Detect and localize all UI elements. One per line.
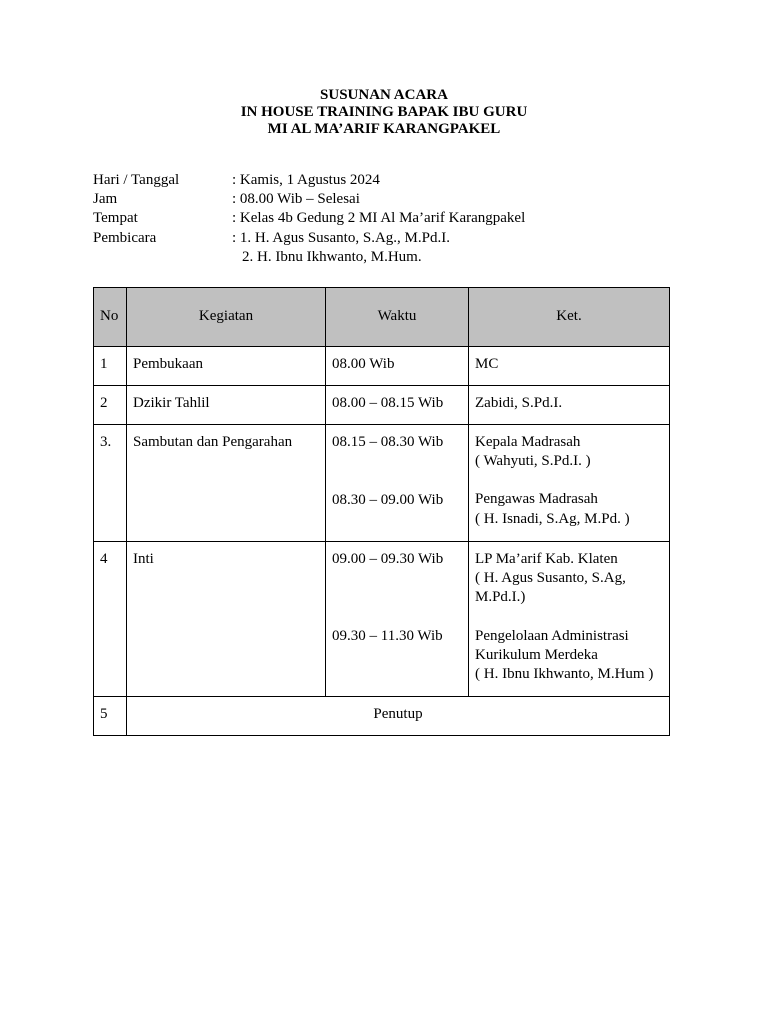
pembicara-value-1: : 1. H. Agus Susanto, S.Ag., M.Pd.I. [232, 229, 450, 246]
ket-kepala-madrasah: Kepala Madrasah [475, 434, 581, 450]
hari-label: Hari / Tanggal [93, 172, 180, 188]
jam-value: : 08.00 Wib – Selesai [232, 191, 360, 208]
hari-value: : Kamis, 1 Agustus 2024 [232, 172, 380, 188]
document-title [0, 87, 768, 138]
table-row [94, 542, 670, 697]
table-row [94, 697, 670, 736]
row-waktu: 08.00 Wib [326, 347, 469, 386]
info-row-pembicara [93, 229, 525, 248]
row-ket [469, 425, 670, 542]
row-ket: MC [469, 347, 670, 386]
agenda-table [93, 287, 670, 736]
table-header-row [94, 288, 670, 347]
pembicara-value-2: 2. H. Ibnu Ikhwanto, M.Hum. [242, 248, 422, 265]
ket-agus-susanto-degree: M.Pd.I.) [475, 589, 526, 606]
row-no: 5 [94, 697, 127, 736]
tempat-label: Tempat [93, 210, 138, 227]
waktu-inti-1: 09.00 – 09.30 Wib [332, 551, 444, 567]
ket-lp-maarif: LP Ma’arif Kab. Klaten [475, 551, 618, 567]
row-ket [469, 542, 670, 697]
tempat-value: : Kelas 4b Gedung 2 MI Al Ma’arif Karangpakel [232, 210, 526, 227]
title-line-3: MI AL MA’ARIF KARANGPAKEL [267, 121, 501, 137]
row-waktu [326, 542, 469, 697]
waktu-sambutan-2: 08.30 – 09.00 Wib [332, 492, 444, 509]
row-no: 1 [94, 347, 127, 386]
table-row [94, 425, 670, 542]
info-row-jam [93, 190, 525, 209]
ket-kurikulum: Kurikulum Merdeka [475, 646, 598, 663]
row-no: 3. [94, 425, 127, 542]
info-row-hari [93, 171, 525, 190]
row-kegiatan: Inti [127, 542, 326, 697]
row-ket: Zabidi, S.Pd.I. [469, 386, 670, 425]
row-kegiatan: Sambutan dan Pengarahan [127, 425, 326, 542]
row-waktu: 08.00 – 08.15 Wib [326, 386, 469, 425]
ket-pengelolaan: Pengelolaan Administrasi [475, 627, 629, 644]
row-no: 4 [94, 542, 127, 697]
row-kegiatan: Pembukaan [127, 347, 326, 386]
table-row [94, 386, 670, 425]
jam-label: Jam [93, 191, 118, 208]
ket-ibnu-ikhwanto: ( H. Ibnu Ikhwanto, M.Hum ) [475, 666, 654, 683]
header-kegiatan: Kegiatan [127, 288, 326, 347]
row-kegiatan: Dzikir Tahlil [127, 386, 326, 425]
ket-pengawas-madrasah: Pengawas Madrasah [475, 491, 598, 508]
title-line-1: SUSUNAN ACARA [320, 87, 448, 103]
waktu-sambutan-1: 08.15 – 08.30 Wib [332, 434, 444, 450]
title-line-2: IN HOUSE TRAINING BAPAK IBU GURU [240, 104, 528, 120]
info-row-tempat [93, 209, 525, 228]
header-waktu: Waktu [326, 288, 469, 347]
pembicara-label: Pembicara [93, 229, 157, 246]
row-no: 2 [94, 386, 127, 425]
row-penutup: Penutup [127, 697, 670, 736]
ket-agus-susanto: ( H. Agus Susanto, S.Ag, [475, 570, 626, 587]
ket-wahyuti: ( Wahyuti, S.Pd.I. ) [475, 453, 591, 470]
header-ket: Ket. [469, 288, 670, 347]
ket-isnadi: ( H. Isnadi, S.Ag, M.Pd. ) [475, 510, 630, 527]
table-row [94, 347, 670, 386]
header-no: No [94, 288, 127, 347]
row-waktu [326, 425, 469, 542]
waktu-inti-2: 09.30 – 11.30 Wib [332, 628, 443, 645]
event-info [93, 171, 525, 267]
